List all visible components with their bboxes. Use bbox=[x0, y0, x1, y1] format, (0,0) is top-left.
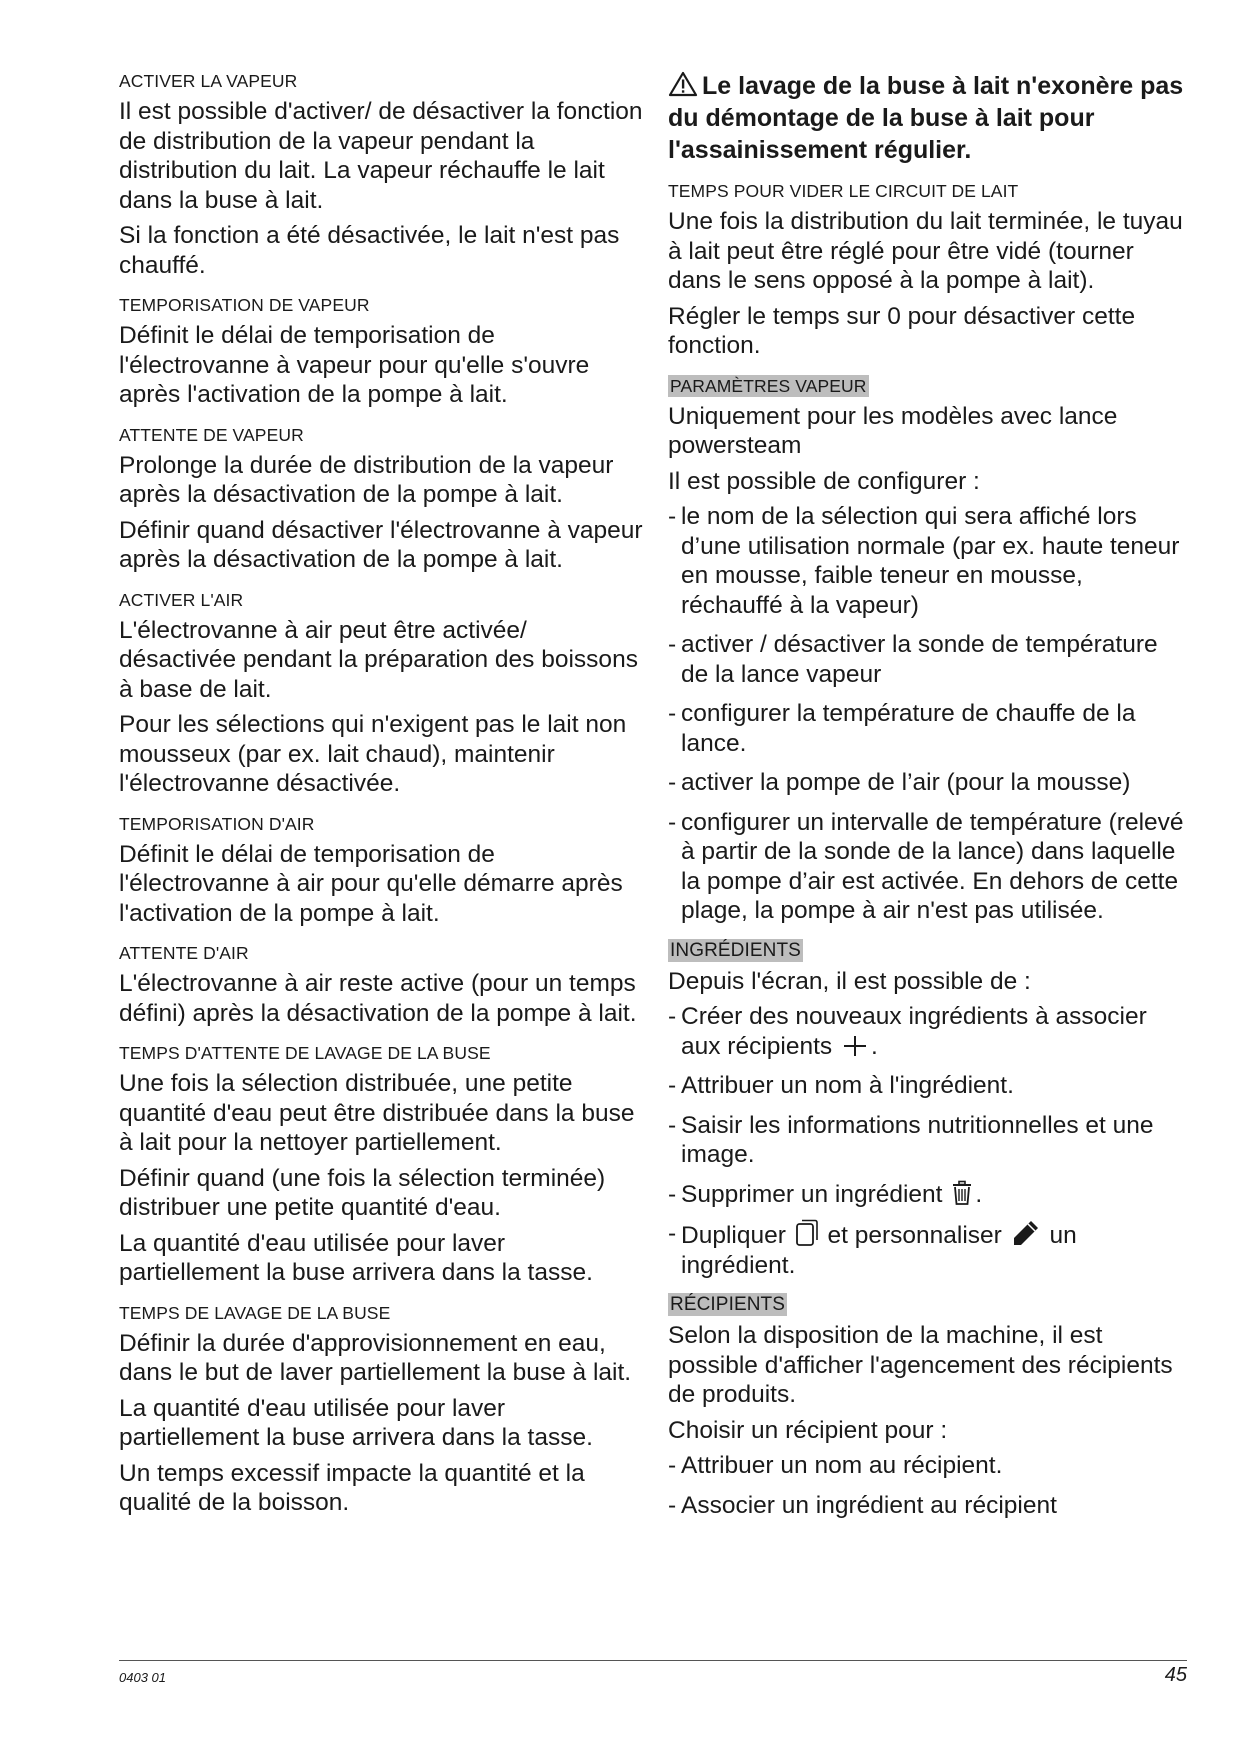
paragraph: Définir quand désactiver l'électrovanne à vapeur après la désactivation de la pompe à lait. bbox=[119, 516, 643, 573]
list-item: - activer la pompe de l’air (pour la mousse) bbox=[668, 768, 1188, 798]
list-item-text: Supprimer un ingrédient bbox=[681, 1180, 943, 1208]
paragraph: Un temps excessif impacte la quantité et la qualité de la boisson. bbox=[119, 1459, 585, 1516]
punctuation: . bbox=[870, 1032, 878, 1060]
list-item-text: et personnaliser bbox=[827, 1222, 1002, 1249]
left-column bbox=[119, 70, 644, 1524]
warning-text: Le lavage de la buse à lait n'exonère pas du démontage de la buse à lait pour l'assainissement régulier. bbox=[668, 72, 1184, 164]
bullet-list bbox=[668, 1002, 1188, 1280]
paragraph: L'électrovanne à air reste active (pour un temps défini) après la désactivation de la pompe à lait. bbox=[119, 970, 637, 1027]
list-item: - Associer un ingrédient au récipient bbox=[668, 1491, 1188, 1521]
punctuation: . bbox=[975, 1180, 983, 1208]
section-title-text: PARAMÈTRES VAPEUR bbox=[670, 375, 867, 396]
list-item: - Attribuer un nom à l'ingrédient. bbox=[668, 1071, 1188, 1101]
list-item: - activer / désactiver la sonde de température de la lance vapeur bbox=[668, 630, 1188, 689]
list-item: - configurer un intervalle de température (relevé à partir de la sonde de la lance) dans laquelle la pompe d’air est activée. En dehors de cette plage, la pompe à air n'est pas utilisée. bbox=[668, 808, 1188, 926]
paragraph: L'électrovanne à air peut être activée/ désactivée pendant la préparation des boissons à base de lait. bbox=[119, 616, 638, 703]
section-title: ACTIVER L'AIR bbox=[119, 589, 244, 610]
list-item: - Saisir les informations nutritionnelles et une image. bbox=[668, 1111, 1188, 1170]
paragraph: Définit le délai de temporisation de l'électrovanne à vapeur pour qu'elle s'ouvre après l'activation de la pompe à lait. bbox=[119, 322, 590, 408]
section-title: TEMPS DE LAVAGE DE LA BUSE bbox=[119, 1302, 391, 1323]
trash-icon bbox=[951, 1180, 973, 1206]
paragraph: Uniquement pour les modèles avec lance powersteam bbox=[668, 402, 1118, 459]
paragraph: Il est possible de configurer : bbox=[668, 467, 980, 495]
footer-rule bbox=[119, 1660, 1187, 1661]
paragraph: Choisir un récipient pour : bbox=[668, 1416, 948, 1444]
paragraph: Définit le délai de temporisation de l'électrovanne à air pour qu'elle démarre après l'activation de la pompe à lait. bbox=[119, 840, 623, 927]
section-title: TEMPS POUR VIDER LE CIRCUIT DE LAIT bbox=[668, 181, 1019, 201]
paragraph: Il est possible d'activer/ de désactiver la fonction de distribution de la vapeur pendant la distribution du lait. La vapeur réchauffe le lait dans la buse à lait. bbox=[119, 98, 643, 214]
duplicate-icon bbox=[795, 1219, 819, 1247]
document-code: 0403 01 bbox=[119, 1670, 166, 1685]
bullet-list bbox=[668, 1451, 1188, 1520]
paragraph: Une fois la sélection distribuée, une petite quantité d'eau peut être distribuée dans la buse à lait pour la nettoyer partiellement. bbox=[119, 1070, 635, 1156]
section-title-text: INGRÉDIENTS bbox=[670, 939, 801, 961]
paragraph: Définir la durée d'approvisionnement en eau, dans le but de laver partiellement la buse à lait. bbox=[119, 1329, 632, 1386]
page-number: 45 bbox=[1164, 1664, 1187, 1686]
paragraph: Prolonge la durée de distribution de la vapeur après la désactivation de la pompe à lait. bbox=[119, 451, 614, 508]
list-item: - le nom de la sélection qui sera affiché lors d’une utilisation normale (par ex. haute teneur en mousse, faible teneur en mousse, réchauffé à la vapeur) bbox=[668, 502, 1188, 620]
section-title: TEMPS D'ATTENTE DE LAVAGE DE LA BUSE bbox=[119, 1043, 491, 1063]
list-item-text: Dupliquer bbox=[681, 1222, 786, 1249]
warning-note bbox=[668, 70, 1188, 166]
section-title bbox=[668, 375, 1188, 397]
paragraph: Régler le temps sur 0 pour désactiver cette fonction. bbox=[668, 302, 1136, 359]
paragraph: Une fois la distribution du lait terminée, le tuyau à lait peut être réglé pour être vidé (tourner dans le sens opposé à la pompe à lait). bbox=[668, 208, 1183, 294]
list-item bbox=[668, 1180, 1188, 1210]
section-title bbox=[668, 1294, 1188, 1316]
list-item: - Attribuer un nom au récipient. bbox=[668, 1451, 1188, 1481]
list-item-text: Créer des nouveaux ingrédients à associer aux récipients bbox=[681, 1003, 1147, 1060]
bullet-list bbox=[668, 502, 1188, 926]
list-item-text: un ingrédient. bbox=[681, 1222, 1077, 1279]
section-title: ATTENTE D'AIR bbox=[119, 943, 249, 963]
section-title: ATTENTE DE VAPEUR bbox=[119, 424, 304, 445]
right-column bbox=[668, 70, 1188, 1530]
pencil-icon bbox=[1011, 1219, 1041, 1247]
section-title: ACTIVER LA VAPEUR bbox=[119, 71, 298, 91]
paragraph: Définir quand (une fois la sélection terminée) distribuer une petite quantité d'eau. bbox=[119, 1164, 606, 1221]
section-title bbox=[668, 940, 1188, 962]
plus-icon bbox=[841, 1034, 869, 1058]
list-item bbox=[668, 1002, 1188, 1061]
paragraph: Si la fonction a été désactivée, le lait n'est pas chauffé. bbox=[119, 222, 620, 279]
list-item bbox=[668, 1219, 1188, 1280]
section-title: TEMPORISATION D'AIR bbox=[119, 813, 315, 834]
section-title: TEMPORISATION DE VAPEUR bbox=[119, 295, 370, 315]
paragraph: La quantité d'eau utilisée pour laver partiellement la buse arrivera dans la tasse. bbox=[119, 1229, 593, 1286]
section-title-text: RÉCIPIENTS bbox=[670, 1294, 786, 1315]
warning-triangle-icon bbox=[668, 71, 698, 97]
list-item: - configurer la température de chauffe de la lance. bbox=[668, 699, 1188, 758]
paragraph: Depuis l'écran, il est possible de : bbox=[668, 967, 1031, 995]
paragraph: Pour les sélections qui n'exigent pas le lait non mousseux (par ex. lait chaud), maintenir l'électrovanne désactivée. bbox=[119, 711, 627, 797]
paragraph: Selon la disposition de la machine, il est possible d'afficher l'agencement des récipients de produits. bbox=[668, 1322, 1173, 1408]
paragraph: La quantité d'eau utilisée pour laver partiellement la buse arrivera dans la tasse. bbox=[119, 1394, 593, 1451]
